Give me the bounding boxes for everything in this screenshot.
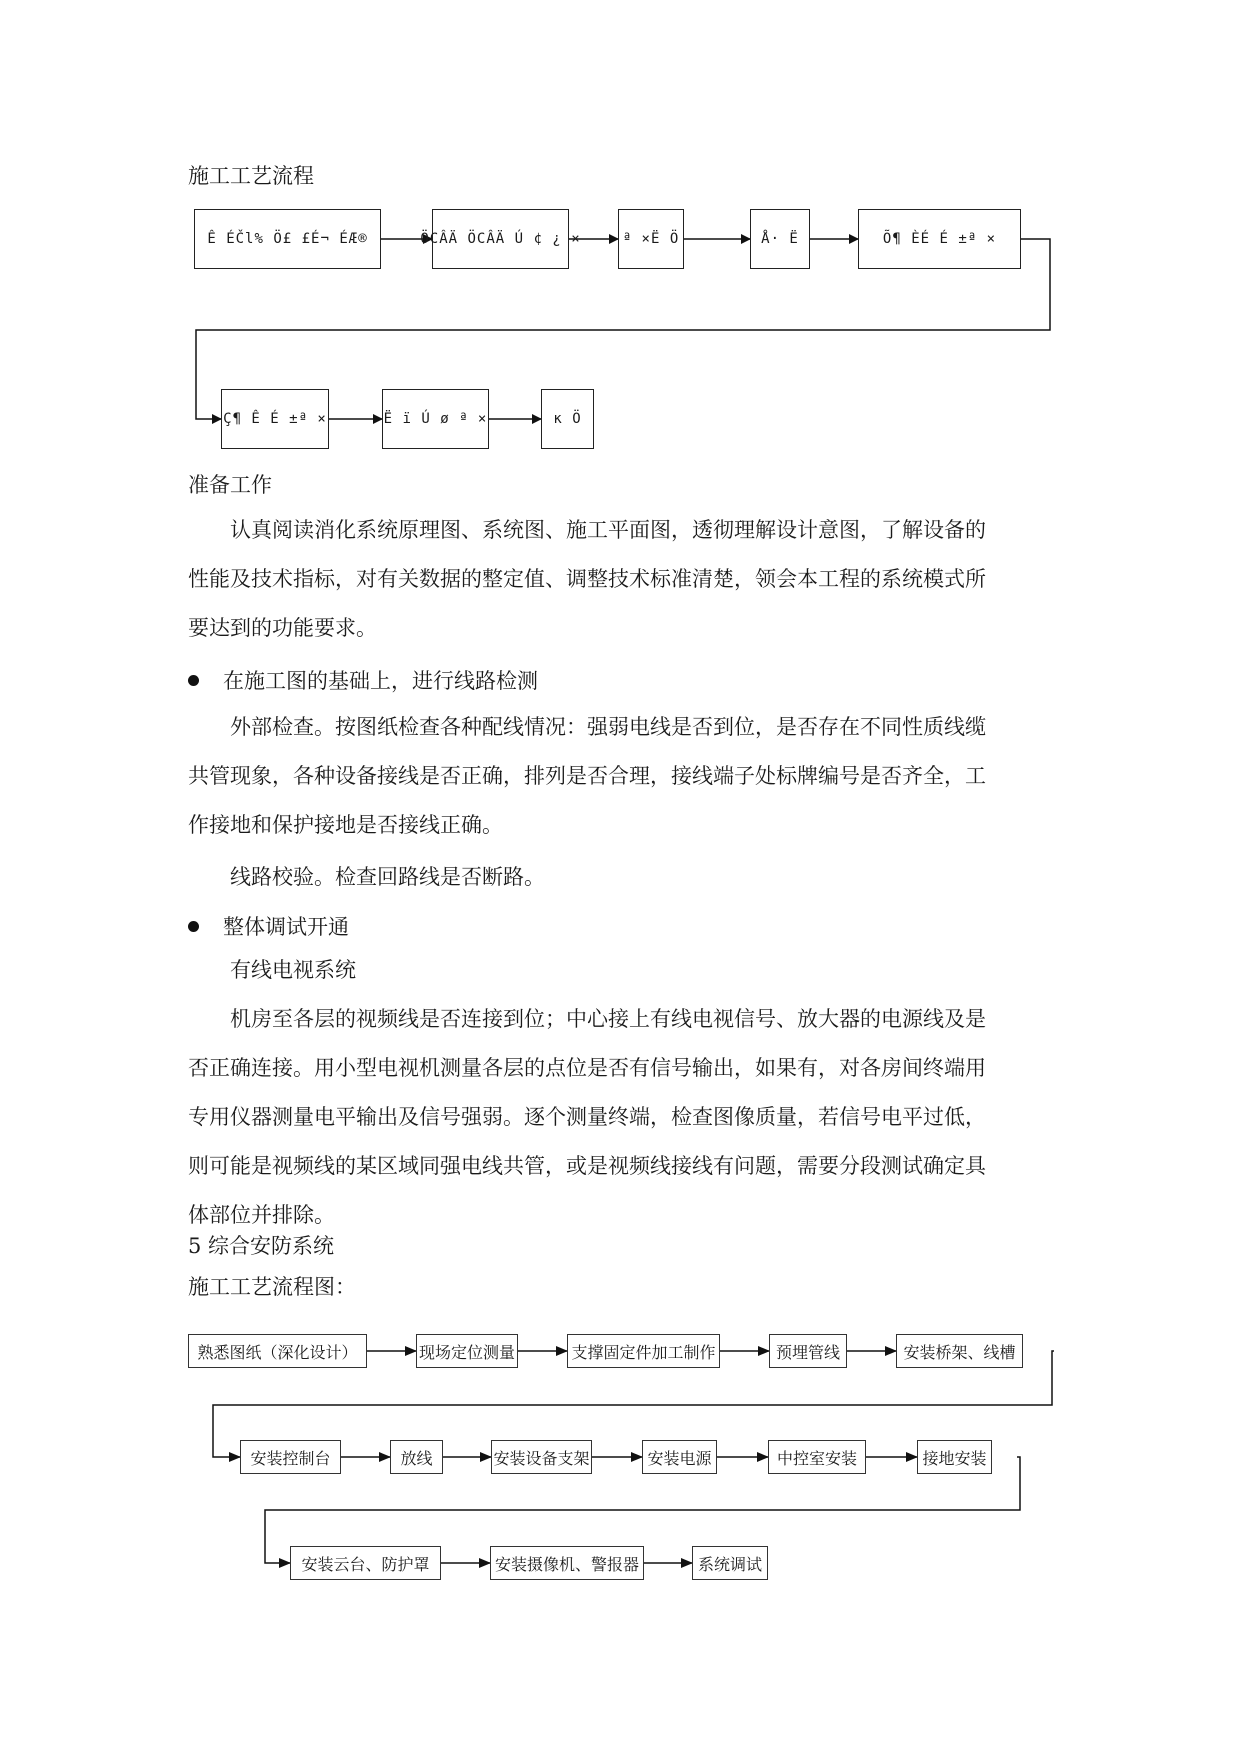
flow2-step-8: 安装设备支架: [491, 1440, 592, 1474]
text-line: 作接地和保护接地是否接线正确。: [188, 813, 503, 837]
flow-heading-1: 施工工艺流程: [188, 164, 314, 188]
bullet-line-check: [188, 666, 538, 696]
prep-heading: 准备工作: [188, 473, 272, 497]
text-line: 有线电视系统: [230, 958, 356, 982]
flow2-step-13: 安装摄像机、警报器: [490, 1546, 644, 1580]
flow2-step-11: 接地安装: [917, 1440, 992, 1474]
flow2-step-1: 熟悉图纸（深化设计）: [188, 1334, 367, 1368]
flow2-step-2: 现场定位测量: [416, 1334, 518, 1368]
flow1-step-3: ª ×Ë Ö: [618, 209, 684, 269]
text-line: 则可能是视频线的某区域同强电线共管，或是视频线接线有问题，需要分段测试确定具: [188, 1154, 986, 1178]
bullet-icon: [188, 675, 199, 686]
flow2-step-10: 中控室安装: [768, 1440, 866, 1474]
flow2-step-7: 放线: [390, 1440, 443, 1474]
flow1-step-8: ĸ Ö: [541, 389, 594, 449]
bullet-text: 整体调试开通: [223, 915, 349, 939]
text-line: 认真阅读消化系统原理图、系统图、施工平面图，透彻理解设计意图，了解设备的: [230, 518, 986, 542]
catv-subheading: [188, 946, 1056, 995]
bullet-icon: [188, 921, 199, 932]
flow2-step-9: 安装电源: [642, 1440, 717, 1474]
security-section-heading: 5 综合安防系统: [188, 1234, 335, 1258]
prep-paragraph: [188, 506, 1056, 653]
external-check-paragraph: [188, 703, 1056, 850]
flow2-step-14: 系统调试: [692, 1546, 768, 1580]
flow1-step-7: Ë ï Ú ø ª ×: [382, 389, 489, 449]
text-line: 体部位并排除。: [188, 1203, 335, 1227]
flow1-step-1: Ê ÉČl% Ö£ £É¬ ÉÆ®: [194, 209, 381, 269]
text-line: 机房至各层的视频线是否连接到位；中心接上有线电视信号、放大器的电源线及是: [230, 1007, 986, 1031]
text-line: 要达到的功能要求。: [188, 616, 377, 640]
flow1-step-5: Õ¶ ÈÉ É ±ª ×: [858, 209, 1021, 269]
flow-heading-2: 施工工艺流程图：: [188, 1275, 356, 1299]
flow1-step-6: Ç¶ Ê É ±ª ×: [221, 389, 329, 449]
text-line: 否正确连接。用小型电视机测量各层的点位是否有信号输出，如果有，对各房间终端用: [188, 1056, 986, 1080]
flow2-step-6: 安装控制台: [240, 1440, 341, 1474]
catv-paragraph: [188, 995, 1056, 1240]
flow2-step-3: 支撑固定件加工制作: [567, 1334, 720, 1368]
text-line: 外部检查。按图纸检查各种配线情况：强弱电线是否到位，是否存在不同性质线缆: [230, 715, 986, 739]
text-line: 专用仪器测量电平输出及信号强弱。逐个测量终端，检查图像质量，若信号电平过低，: [188, 1105, 986, 1129]
text-line: 性能及技术指标，对有关数据的整定值、调整技术标准清楚，领会本工程的系统模式所: [188, 567, 986, 591]
line-verify-paragraph: [188, 853, 1056, 902]
bullet-overall-debug: [188, 912, 349, 942]
text-line: 共管现象，各种设备接线是否正确，排列是否合理，接线端子处标牌编号是否齐全，工: [188, 764, 986, 788]
flow1-step-2: ÖCÂÄ ÖCÂÄ Ú ¢ ¿ ×: [432, 209, 569, 269]
flow1-step-4: Å· Ë: [750, 209, 810, 269]
bullet-text: 在施工图的基础上，进行线路检测: [223, 669, 538, 693]
flow2-step-4: 预埋管线: [769, 1334, 847, 1368]
text-line: 线路校验。检查回路线是否断路。: [230, 865, 545, 889]
flow2-step-5: 安装桥架、线槽: [896, 1334, 1023, 1368]
flow2-step-12: 安装云台、防护罩: [290, 1546, 441, 1580]
